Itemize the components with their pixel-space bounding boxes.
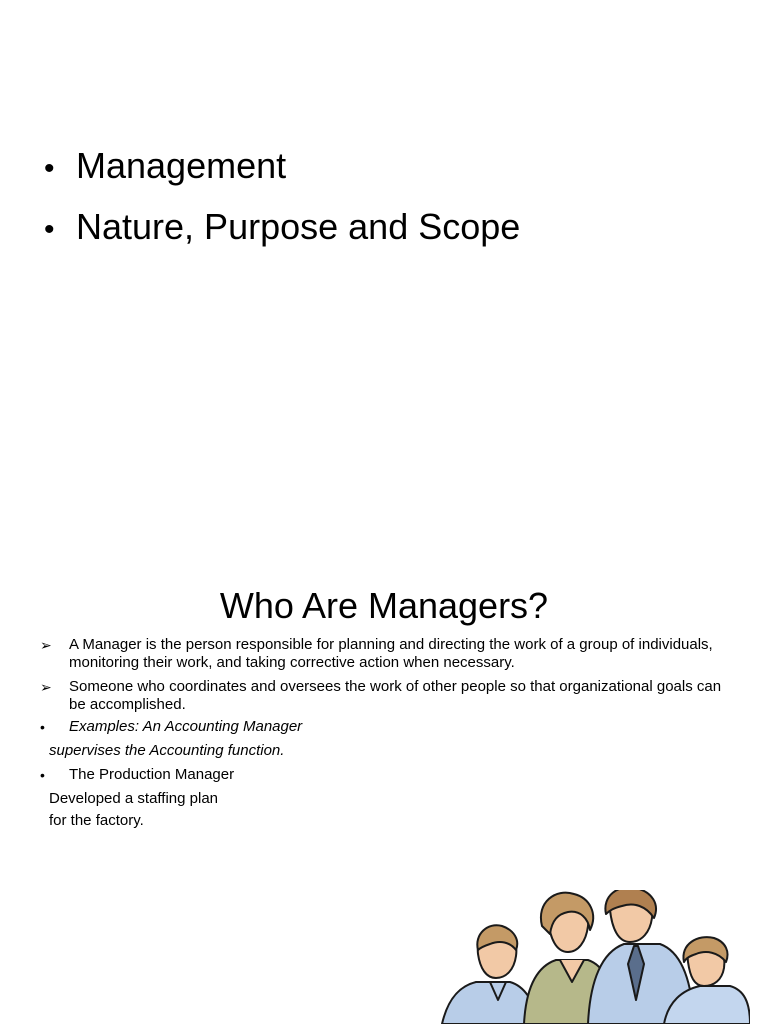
- list-item-text: Someone who coordinates and oversees the work of other people so that organizational goals can be accomplished.: [69, 678, 722, 713]
- bullet-marker: •: [44, 213, 55, 246]
- business-team-clipart-icon: [438, 890, 750, 1024]
- continuation-text: supervises the Accounting function.: [49, 742, 285, 759]
- arrow-bullet-icon: ➢: [40, 637, 52, 653]
- list-item: [40, 718, 740, 736]
- bullet-marker: •: [44, 152, 55, 185]
- list-item-text: Examples: An Accounting Manager: [69, 718, 303, 735]
- bullet-text: Management: [76, 145, 287, 186]
- list-item-text: The Production Manager: [69, 766, 235, 783]
- continuation-text: Developed a staffing plan: [49, 790, 219, 807]
- bullet-marker: •: [40, 767, 45, 783]
- bullet-item: [44, 144, 286, 191]
- bullet-marker: •: [40, 719, 45, 735]
- list-item: [40, 636, 740, 672]
- list-item: [40, 678, 740, 714]
- bullet-text: Nature, Purpose and Scope: [76, 206, 521, 247]
- list-item: [40, 766, 740, 784]
- arrow-bullet-icon: ➢: [40, 679, 52, 695]
- continuation-text: for the factory.: [49, 812, 144, 829]
- bullet-item: [44, 205, 520, 252]
- slide-title: Who Are Managers?: [219, 585, 549, 626]
- slide-who-are-managers: [0, 560, 768, 1024]
- list-item-text: A Manager is the person responsible for planning and directing the work of a group of individuals, monitoring their work, and taking corrective action when necessary.: [69, 636, 713, 671]
